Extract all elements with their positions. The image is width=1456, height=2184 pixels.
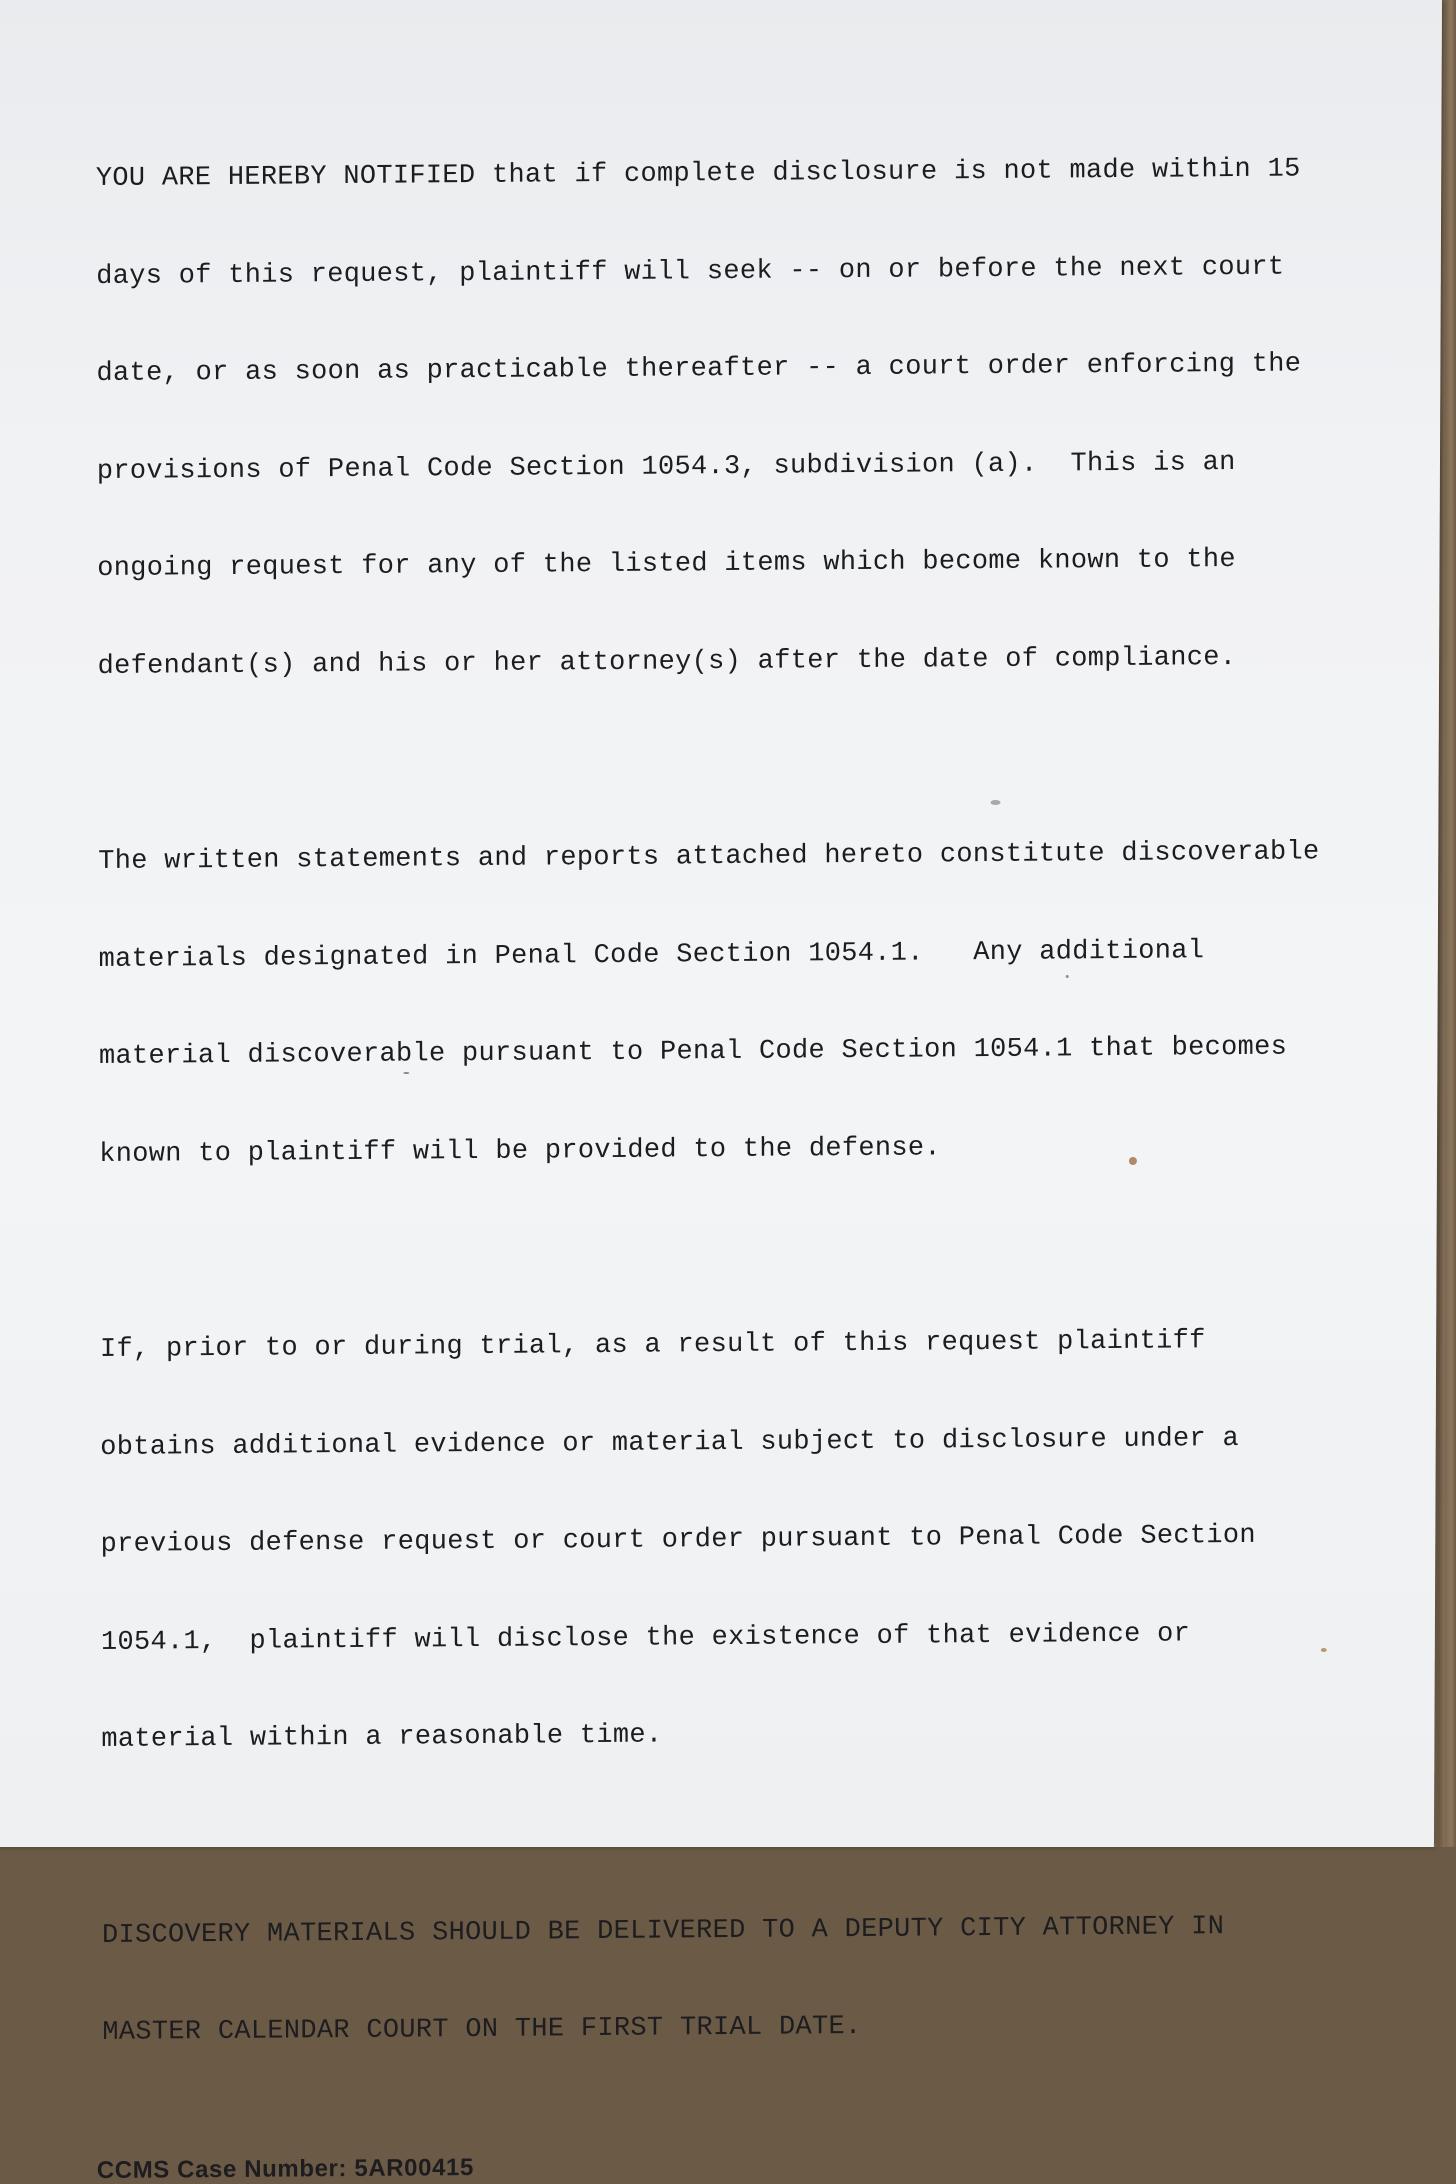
text-line: DISCOVERY MATERIALS SHOULD BE DELIVERED TO A DEPUTY CITY ATTORNEY IN [101, 1911, 1225, 1951]
delivery-paragraph [102, 1844, 1393, 2114]
paper-speck [1129, 1157, 1137, 1165]
trial-evidence-paragraph [100, 1259, 1392, 1822]
text-line: known to plaintiff will be provided to the defense. [99, 1132, 941, 1170]
text-line: material within a reasonable time. [101, 1720, 663, 1755]
paper-speck [990, 800, 1000, 805]
statements-paragraph [98, 771, 1390, 1236]
text-line: material discoverable pursuant to Penal Code Section 1054.1 that becomes [98, 1032, 1288, 1072]
notice-paragraph [96, 88, 1388, 748]
paper-speck [403, 1072, 409, 1074]
text-line: obtains additional evidence or material subject to disclosure under a [100, 1423, 1240, 1463]
text-line: previous defense request or court order pursuant to Penal Code Section [100, 1520, 1256, 1560]
text-line: If, prior to or during trial, as a result of this request plaintiff [99, 1326, 1206, 1365]
text-line: defendant(s) and his or her attorney(s) after the date of compliance. [97, 642, 1237, 682]
paper-speck [1066, 975, 1069, 978]
case-number-line [97, 2146, 1393, 2184]
text-line: days of this request, plaintiff will seek -- on or before the next court [96, 252, 1285, 292]
text-line: provisions of Penal Code Section 1054.3, subdivision (a). This is an [96, 447, 1236, 487]
text-line: date, or as soon as practicable thereafter -- a court order enforcing the [96, 349, 1302, 389]
text-line: materials designated in Penal Code Section 1054.1. Any additional [98, 935, 1205, 975]
document-body [96, 88, 1393, 2184]
text-line: ongoing request for any of the listed items which become known to the [97, 545, 1236, 584]
text-line: MASTER CALENDAR COURT ON THE FIRST TRIAL DATE. [102, 2011, 862, 2048]
text-line: The written statements and reports attached hereto constitute discoverable [98, 837, 1320, 877]
case-number-label: CCMS Case Number: [96, 2154, 348, 2184]
paper-speck [1321, 1648, 1327, 1652]
text-line: 1054.1, plaintiff will disclose the existence of that evidence or [100, 1618, 1191, 1658]
text-line: YOU ARE HEREBY NOTIFIED that if complete disclosure is not made within 15 [95, 154, 1301, 194]
case-number-value: 5AR00415 [354, 2153, 474, 2182]
